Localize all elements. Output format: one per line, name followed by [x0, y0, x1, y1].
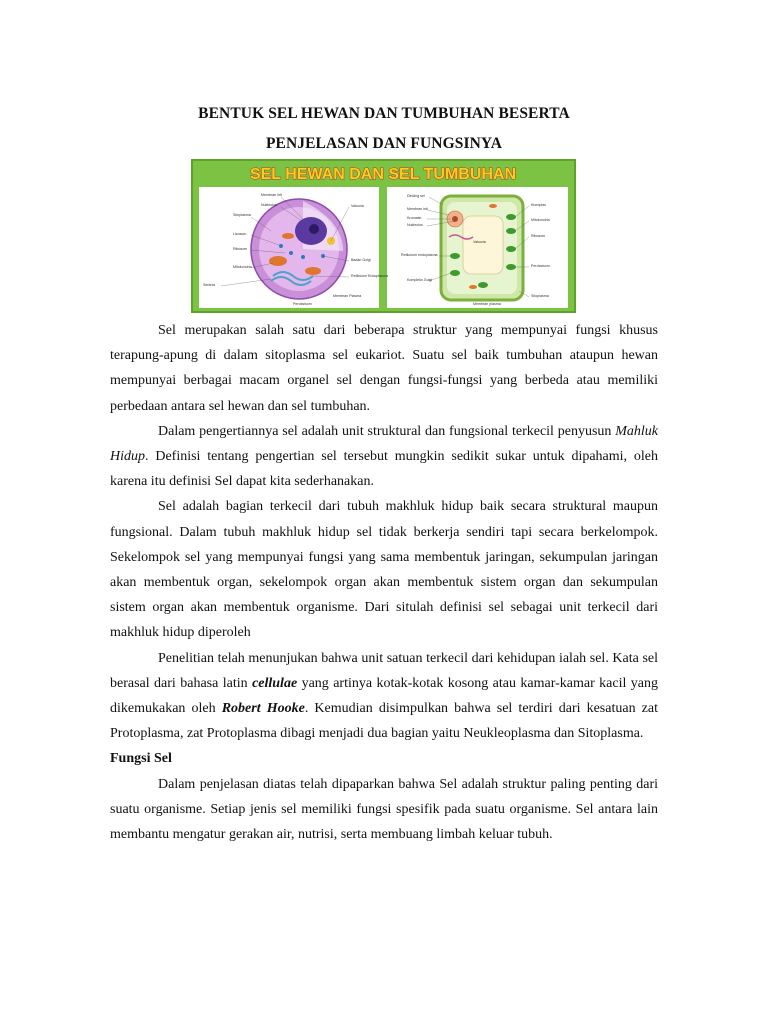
paragraph-2-text-b: . Definisi tentang pengertian sel tersebut mungkin sedikit sukar untuk dipahami, oleh karena itu definisi Sel dapat kita sederhanakan. [110, 449, 658, 490]
animal-label-10: Retikulum Endoplasma [351, 274, 388, 278]
paragraph-5: Dalam penjelasan diatas telah dipaparkan bahwa Sel adalah struktur paling penting dari suatu organisme. Setiap jenis sel memiliki fungsi spesifik pada suatu organisme. Sel antara lain membantu mengatur gerakan air, nutrisi, serta membuang limbah keluar tubuh. [110, 776, 658, 843]
plant-label-7: Mitokondria [531, 218, 550, 222]
paragraph-2-text-a: Dalam pengertiannya sel adalah unit struktural dan fungsional terkecil penyusun [158, 423, 616, 439]
paragraph-4 [110, 646, 658, 747]
animal-label-8: Vakuola [351, 204, 364, 208]
document-title-line-2: PENJELASAN DAN FUNGSINYA [265, 135, 503, 152]
animal-label-2: Nukleolus [261, 203, 277, 207]
figure-banner: SEL HEWAN DAN SEL TUMBUHAN [249, 166, 517, 183]
animal-label-7: Sentriol [203, 283, 216, 287]
document-body [110, 318, 658, 847]
animal-label-9: Badan Golgi [351, 258, 371, 262]
cell-diagram-figure [191, 159, 576, 313]
plant-label-5: Vakuola [473, 240, 486, 244]
plant-label-10: Kompleks Golgi [407, 278, 433, 282]
paragraph-3: Sel adalah bagian terkecil dari tubuh makhluk hidup baik secara struktural maupun fungsional. Dalam tubuh makhluk hidup sel tidak berkerja sendiri tapi secara berkelompok. Sekelompok sel yang mempunyai fungsi yang sama membentuk jaringan, sekumpulan jaringan akan membentuk organ, sekelompok organ akan membentuk sistem organ dan sekumpulan sistem organ akan membentuk organisme. Dari situlah definisi sel sebagai unit terkecil dari makhluk hidup diperoleh [110, 499, 658, 641]
plant-cell-illustration [441, 196, 523, 300]
animal-cell-illustration [251, 199, 347, 299]
name-robert-hooke: Robert Hooke [221, 701, 305, 717]
plant-label-2: Membran inti [407, 207, 428, 211]
plant-label-4: Nukleolus [407, 223, 423, 227]
plant-label-11: Membran plasma [473, 302, 501, 306]
plant-label-12: Sitoplasma [531, 294, 549, 298]
plant-label-3: Kromatin [407, 216, 422, 220]
animal-label-3: Sitoplasma [233, 213, 251, 217]
plant-label-1: Dinding sel [407, 194, 425, 198]
term-mahluk-hidup: Mahluk Hidup [110, 423, 658, 465]
animal-label-1: Membran Inti [261, 193, 282, 197]
paragraph-1: Sel merupakan salah satu dari beberapa struktur yang mempunyai fungsi khusus terapung-apung di dalam sitoplasma sel eukariot. Suatu sel baik tumbuhan ataupun hewan mempunyai berbagai macam organel sel dengan fungsi-fungsi yang berbeda atau memiliki perbedaan antara sel hewan dan sel tumbuhan. [110, 323, 658, 414]
plant-label-8: Ribosom [531, 234, 546, 238]
animal-label-5: Ribosom [233, 247, 248, 251]
cell-diagram-svg [193, 161, 574, 311]
animal-label-4: Lisosom [233, 232, 247, 236]
paragraph-4-text-c: . Kemudian disimpulkan bahwa sel terdiri dari kesatuan zat Protoplasma, zat Protoplasma dibagi menjadi dua bagian yaitu Neukleoplasma dan Sitoplasma. [110, 701, 658, 742]
paragraph-4-text-b: yang artinya kotak-kotak kosong atau kamar-kamar kacil yang dikemukakan oleh [110, 675, 658, 717]
animal-label-6: Mitokondria [233, 265, 252, 269]
document-title-line-1: BENTUK SEL HEWAN DAN TUMBUHAN BESERTA [198, 105, 570, 122]
plant-label-13: Peroksisom [531, 264, 550, 268]
animal-label-11: Membran Plasma [333, 294, 362, 298]
paragraph-2 [110, 419, 658, 495]
paragraph-4-text-a: Penelitian telah menunjukan bahwa unit satuan terkecil dari kehidupan ialah sel. Kata sel berasal dari bahasa latin [110, 650, 658, 691]
plant-label-6: Kloroplas [531, 203, 546, 207]
term-cellulae: cellulae [252, 675, 298, 691]
animal-label-12: Peroksisom [293, 302, 312, 306]
section-heading-fungsi-sel: Fungsi Sel [110, 751, 172, 767]
plant-label-9: Retikulum endoplasma [401, 253, 438, 257]
